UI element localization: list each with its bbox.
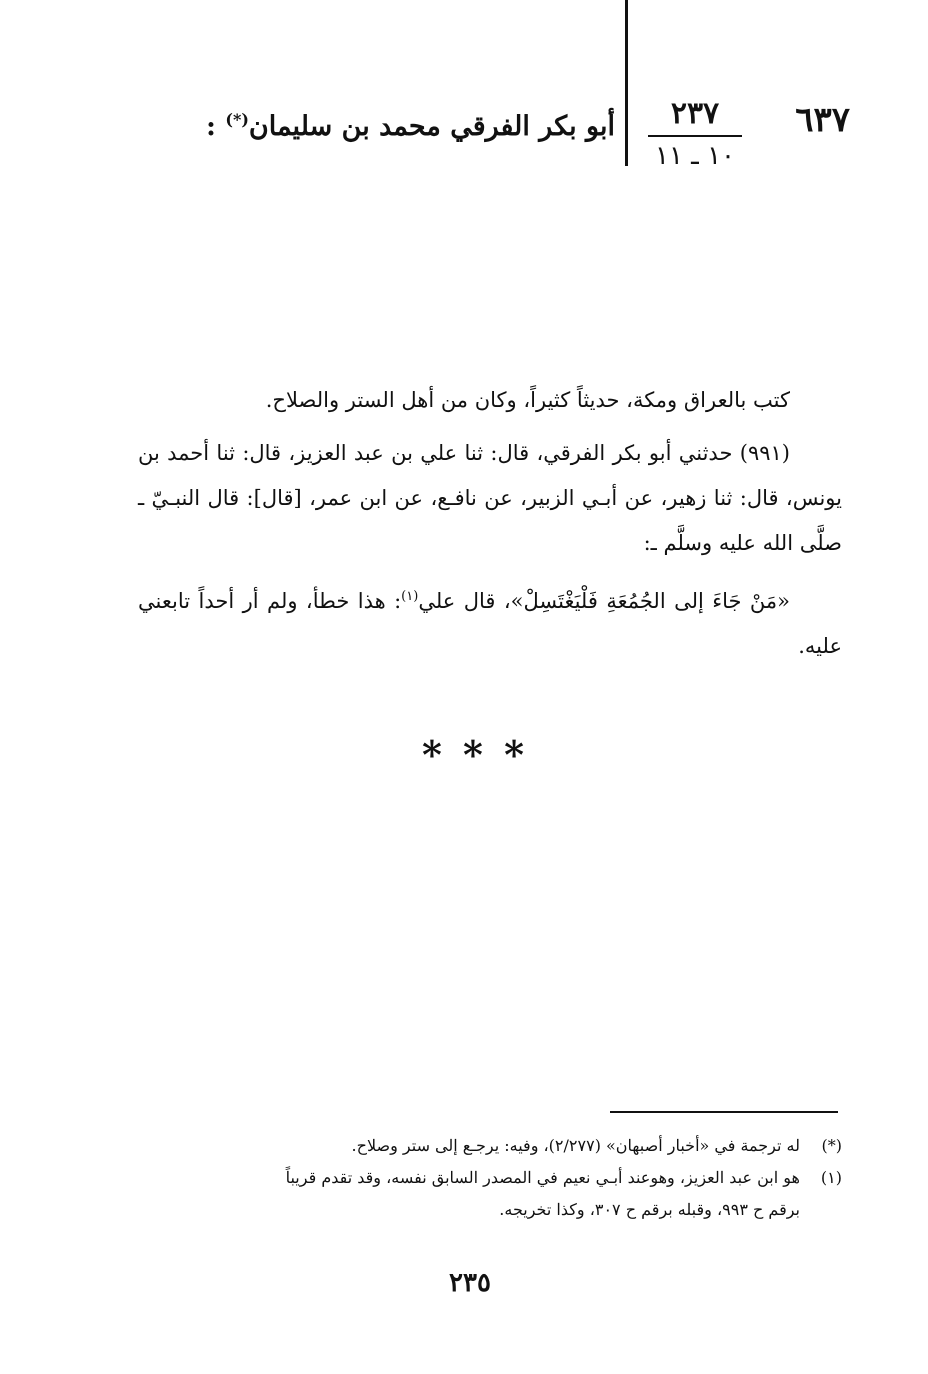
heading-colon: : [206, 111, 216, 142]
footnote-star [138, 1130, 842, 1162]
fraction-denominator: ١٠ ـ ١١ [654, 141, 736, 171]
header-divider [625, 0, 628, 166]
footnote-1-continuation: برقم ح ٩٩٣، وقبله برقم ح ٣٠٧، وكذا تخريجه. [499, 1200, 800, 1219]
fraction-bar [648, 135, 742, 137]
paragraph-biography: كتب بالعراق ومكة، حديثاً كثيراً، وكان من أهل الستر والصلاح. [265, 388, 790, 412]
reference-fraction [640, 96, 750, 171]
section-separator: * * * [421, 732, 529, 777]
footnotes [138, 1130, 842, 1226]
heading-title: أبو بكر الفرقي محمد بن سليمان [248, 111, 615, 142]
footnote-ref: (١) [401, 589, 419, 604]
footnote-star-text: له ترجمة في «أخبار أصبهان» (٢/٢٧٧)، وفيه: يرجـع إلى ستر وصلاح. [351, 1136, 800, 1155]
footnote-star-marker: (*) [821, 1136, 842, 1155]
page-number: ٢٣٥ [449, 1268, 491, 1298]
footnote-1-marker: (١) [820, 1168, 842, 1187]
footnote-1-line1: هو ابن عبد العزيز، وهوعند أبـي نعيم في المصدر السابق نفسه، وقد تقدم قريباً [285, 1168, 800, 1187]
footnote-rule [610, 1111, 838, 1113]
footnote-1 [138, 1162, 842, 1194]
entry-number: ٦٣٧ [795, 100, 850, 140]
heading-footnote-mark: (*) [225, 110, 249, 129]
hadith-text: «مَنْ جَاءَ إلى الجُمُعَةِ فَلْيَغْتَسِلْ»، قال علي [418, 589, 790, 613]
body-text [138, 378, 842, 677]
paragraph-hadith-text [138, 574, 842, 669]
entry-heading [195, 110, 615, 142]
fraction-numerator: ٢٣٧ [670, 96, 720, 131]
paragraph-hadith-chain: (٩٩١) حدثني أبو بكر الفرقي، قال: ثنا علي بن عبد العزيز، قال: ثنا أحمد بن يونس، قال: ثنا زهير، عن أبـي الزبير، عن نافـع، عن ابن عمر، [قال]: قال النبـيّ ـ صلَّى الله عليه وسلَّم ـ: [138, 441, 842, 555]
hadith-comment: : هذا خطأ، ولم أر أحداً تابعني عليه. [138, 589, 842, 658]
